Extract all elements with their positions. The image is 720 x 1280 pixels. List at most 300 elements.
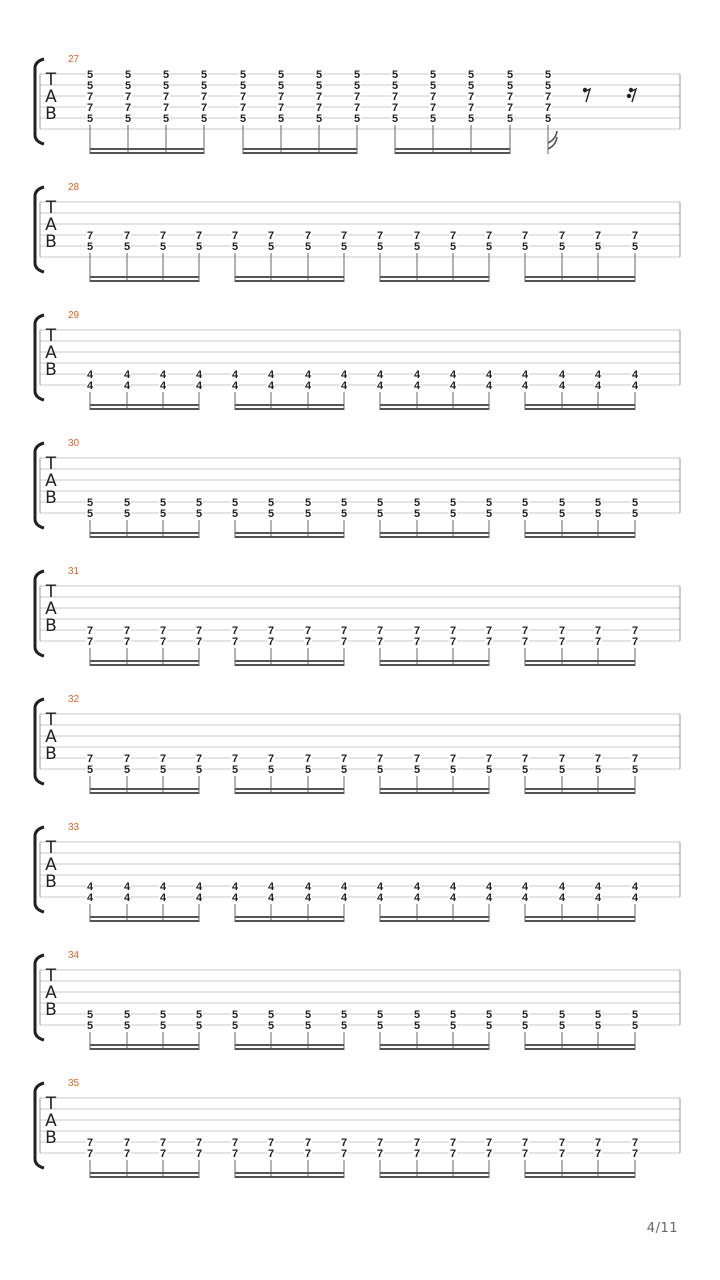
beam-secondary	[90, 664, 199, 666]
fret-number: 5	[340, 497, 348, 509]
fret-number: 7	[123, 636, 131, 648]
beam-primary	[525, 660, 635, 662]
fret-number: 5	[200, 113, 208, 125]
beam-primary	[525, 916, 635, 918]
fret-number: 4	[231, 369, 239, 381]
beam-secondary	[235, 920, 344, 922]
tab-clef-b: B	[45, 744, 57, 764]
beam-secondary	[380, 408, 489, 410]
fret-number: 4	[86, 369, 94, 381]
fret-number: 7	[449, 636, 457, 648]
beam-primary	[525, 404, 635, 406]
fret-number: 7	[315, 91, 323, 103]
beam-secondary	[90, 280, 199, 282]
beam-secondary	[235, 792, 344, 794]
fret-number: 4	[340, 892, 348, 904]
fret-number: 5	[159, 508, 167, 520]
tab-clef-a: A	[45, 215, 57, 235]
fret-number: 7	[315, 102, 323, 114]
fret-number: 4	[159, 380, 167, 392]
fret-number: 5	[429, 80, 437, 92]
fret-number: 5	[124, 69, 132, 81]
fret-number: 4	[594, 380, 602, 392]
beam-secondary	[235, 280, 344, 282]
beam-secondary	[525, 792, 635, 794]
beam-secondary	[380, 280, 489, 282]
fret-number: 5	[594, 764, 602, 776]
beam-primary	[380, 276, 489, 278]
tab-system	[35, 1078, 680, 1178]
fret-number: 5	[195, 241, 203, 253]
fret-number: 5	[376, 764, 384, 776]
fret-number: 7	[467, 91, 475, 103]
fret-number: 4	[159, 881, 167, 893]
beam-primary	[90, 404, 199, 406]
fret-number: 4	[558, 892, 566, 904]
fret-number: 4	[231, 380, 239, 392]
fret-number: 4	[631, 369, 639, 381]
fret-number: 5	[231, 764, 239, 776]
fret-number: 5	[449, 241, 457, 253]
fret-number: 7	[277, 102, 285, 114]
fret-number: 7	[267, 1137, 275, 1149]
beam-primary	[395, 148, 510, 150]
fret-number: 5	[195, 508, 203, 520]
fret-number: 7	[195, 230, 203, 242]
tab-clef-t: T	[45, 454, 57, 474]
fret-number: 7	[376, 753, 384, 765]
tab-system	[35, 694, 680, 794]
fret-number: 7	[429, 102, 437, 114]
tab-clef-a: A	[45, 599, 57, 619]
fret-number: 7	[86, 1148, 94, 1160]
tab-clef-t: T	[45, 326, 57, 346]
fret-number: 4	[594, 881, 602, 893]
fret-number: 7	[304, 230, 312, 242]
fret-number: 7	[123, 230, 131, 242]
fret-number: 7	[200, 102, 208, 114]
beam-secondary	[90, 920, 199, 922]
fret-number: 5	[449, 764, 457, 776]
fret-number: 7	[631, 625, 639, 637]
fret-number: 7	[123, 1137, 131, 1149]
beam-secondary	[525, 408, 635, 410]
fret-number: 5	[315, 69, 323, 81]
fret-number: 5	[521, 764, 529, 776]
fret-number: 7	[521, 1137, 529, 1149]
fret-number: 4	[521, 881, 529, 893]
fret-number: 5	[315, 80, 323, 92]
beam-primary	[235, 1044, 344, 1046]
beam-primary	[380, 532, 489, 534]
fret-number: 7	[86, 102, 94, 114]
fret-number: 5	[429, 113, 437, 125]
fret-number: 7	[267, 230, 275, 242]
fret-number: 7	[123, 753, 131, 765]
fret-number: 5	[123, 764, 131, 776]
fret-number: 4	[267, 380, 275, 392]
beam-primary	[380, 788, 489, 790]
fret-number: 7	[521, 230, 529, 242]
fret-number: 5	[86, 241, 94, 253]
fret-number: 7	[340, 1137, 348, 1149]
beam-secondary	[525, 920, 635, 922]
tab-system	[35, 950, 680, 1050]
fret-number: 7	[558, 1137, 566, 1149]
fret-number: 4	[449, 380, 457, 392]
fret-number: 7	[521, 753, 529, 765]
fret-number: 5	[376, 241, 384, 253]
beam-secondary	[235, 536, 344, 538]
fret-number: 5	[485, 1009, 493, 1021]
fret-number: 5	[558, 241, 566, 253]
fret-number: 5	[159, 1020, 167, 1032]
beam-secondary	[395, 152, 510, 154]
fret-number: 4	[123, 369, 131, 381]
fret-number: 4	[123, 892, 131, 904]
fret-number: 5	[86, 1020, 94, 1032]
fret-number: 5	[376, 497, 384, 509]
measure-number: 33	[68, 822, 80, 833]
fret-number: 5	[391, 69, 399, 81]
fret-number: 5	[594, 241, 602, 253]
fret-number: 7	[267, 1148, 275, 1160]
fret-number: 5	[558, 508, 566, 520]
fret-number: 7	[506, 91, 514, 103]
fret-number: 5	[353, 69, 361, 81]
fret-number: 5	[195, 764, 203, 776]
fret-number: 7	[86, 230, 94, 242]
fret-number: 7	[159, 636, 167, 648]
fret-number: 5	[429, 69, 437, 81]
fret-number: 7	[195, 636, 203, 648]
beam-secondary	[90, 1048, 199, 1050]
fret-number: 7	[391, 91, 399, 103]
fret-number: 5	[304, 1009, 312, 1021]
fret-number: 7	[631, 753, 639, 765]
fret-number: 5	[304, 1020, 312, 1032]
tab-clef-b: B	[45, 616, 57, 636]
fret-number: 4	[304, 892, 312, 904]
fret-number: 5	[631, 764, 639, 776]
fret-number: 7	[485, 230, 493, 242]
tab-clef-b: B	[45, 360, 57, 380]
fret-number: 4	[449, 892, 457, 904]
tab-clef-a: A	[45, 343, 57, 363]
fret-number: 5	[631, 497, 639, 509]
tab-system	[35, 182, 680, 282]
fret-number: 7	[231, 625, 239, 637]
measure-number: 31	[68, 566, 80, 577]
fret-number: 5	[124, 80, 132, 92]
fret-number: 5	[594, 1020, 602, 1032]
fret-number: 7	[413, 230, 421, 242]
fret-number: 7	[239, 102, 247, 114]
fret-number: 7	[429, 91, 437, 103]
fret-number: 5	[340, 1020, 348, 1032]
fret-number: 4	[449, 881, 457, 893]
fret-number: 4	[521, 380, 529, 392]
fret-number: 7	[195, 625, 203, 637]
fret-number: 5	[124, 113, 132, 125]
fret-number: 5	[123, 1009, 131, 1021]
tab-system	[35, 438, 680, 538]
fret-number: 5	[340, 1009, 348, 1021]
tab-clef-t: T	[45, 966, 57, 986]
fret-number: 5	[467, 80, 475, 92]
fret-number: 4	[558, 380, 566, 392]
fret-number: 4	[376, 380, 384, 392]
fret-number: 7	[304, 625, 312, 637]
fret-number: 4	[340, 881, 348, 893]
tab-clef-b: B	[45, 232, 57, 252]
fret-number: 4	[159, 369, 167, 381]
fret-number: 5	[123, 497, 131, 509]
fret-number: 5	[485, 241, 493, 253]
tab-clef-b: B	[45, 1128, 57, 1148]
beam-secondary	[380, 536, 489, 538]
tab-clef-a: A	[45, 855, 57, 875]
fret-number: 7	[195, 1148, 203, 1160]
fret-number: 4	[195, 881, 203, 893]
fret-number: 5	[239, 69, 247, 81]
fret-number: 5	[86, 508, 94, 520]
beam-primary	[380, 1172, 489, 1174]
fret-number: 5	[449, 1009, 457, 1021]
fret-number: 5	[631, 1020, 639, 1032]
fret-number: 5	[231, 1009, 239, 1021]
fret-number: 5	[558, 497, 566, 509]
fret-number: 4	[376, 892, 384, 904]
fret-number: 5	[239, 80, 247, 92]
fret-number: 5	[86, 764, 94, 776]
fret-number: 7	[124, 102, 132, 114]
beam-primary	[380, 916, 489, 918]
fret-number: 5	[449, 508, 457, 520]
fret-number: 5	[467, 113, 475, 125]
beam-primary	[243, 148, 357, 150]
fret-number: 7	[123, 625, 131, 637]
tab-clef-t: T	[45, 710, 57, 730]
fret-number: 7	[449, 1137, 457, 1149]
tab-clef-t: T	[45, 1094, 57, 1114]
beam-secondary	[380, 792, 489, 794]
fret-number: 7	[558, 753, 566, 765]
fret-number: 5	[485, 1020, 493, 1032]
fret-number: 4	[86, 892, 94, 904]
fret-number: 7	[376, 230, 384, 242]
fret-number: 7	[86, 636, 94, 648]
beam-secondary	[90, 152, 204, 154]
fret-number: 7	[340, 1148, 348, 1160]
beam-primary	[235, 1172, 344, 1174]
fret-number: 5	[231, 241, 239, 253]
tab-system	[35, 822, 680, 922]
eighth-rest	[583, 88, 590, 102]
fret-number: 7	[449, 1148, 457, 1160]
fret-number: 4	[267, 881, 275, 893]
fret-number: 5	[123, 1020, 131, 1032]
fret-number: 7	[162, 91, 170, 103]
fret-number: 7	[594, 636, 602, 648]
fret-number: 7	[195, 753, 203, 765]
fret-number: 5	[521, 241, 529, 253]
beam-secondary	[235, 1048, 344, 1050]
beam-secondary	[90, 792, 199, 794]
fret-number: 7	[521, 636, 529, 648]
tab-clef-a: A	[45, 87, 57, 107]
fret-number: 7	[376, 1148, 384, 1160]
fret-number: 7	[376, 636, 384, 648]
fret-number: 4	[413, 380, 421, 392]
fret-number: 5	[162, 69, 170, 81]
fret-number: 4	[123, 881, 131, 893]
fret-number: 5	[277, 113, 285, 125]
fret-number: 7	[200, 91, 208, 103]
fret-number: 5	[86, 69, 94, 81]
fret-number: 7	[340, 230, 348, 242]
fret-number: 4	[231, 892, 239, 904]
fret-number: 7	[231, 1148, 239, 1160]
fret-number: 7	[124, 91, 132, 103]
fret-number: 7	[231, 636, 239, 648]
fret-number: 4	[376, 369, 384, 381]
fret-number: 7	[340, 753, 348, 765]
fret-number: 4	[449, 369, 457, 381]
fret-number: 7	[86, 753, 94, 765]
fret-number: 5	[304, 497, 312, 509]
fret-number: 7	[159, 753, 167, 765]
fret-number: 5	[544, 113, 552, 125]
fret-number: 4	[558, 881, 566, 893]
fret-number: 5	[413, 497, 421, 509]
beam-primary	[90, 1172, 199, 1174]
beam-secondary	[235, 664, 344, 666]
sixteenth-rest-dot2	[627, 94, 631, 98]
fret-number: 5	[267, 1009, 275, 1021]
fret-number: 5	[413, 508, 421, 520]
fret-number: 5	[239, 113, 247, 125]
fret-number: 5	[195, 1009, 203, 1021]
fret-number: 7	[467, 102, 475, 114]
fret-number: 7	[267, 753, 275, 765]
tab-clef-a: A	[45, 983, 57, 1003]
fret-number: 5	[195, 1020, 203, 1032]
fret-number: 5	[631, 241, 639, 253]
fret-number: 5	[376, 1009, 384, 1021]
fret-number: 7	[376, 1137, 384, 1149]
fret-number: 7	[123, 1148, 131, 1160]
fret-number: 7	[506, 102, 514, 114]
tab-clef-b: B	[45, 1000, 57, 1020]
fret-number: 7	[631, 636, 639, 648]
fret-number: 4	[340, 380, 348, 392]
beam-primary	[235, 404, 344, 406]
fret-number: 5	[159, 764, 167, 776]
measure-number: 29	[68, 310, 80, 321]
fret-number: 5	[631, 1009, 639, 1021]
fret-number: 5	[449, 497, 457, 509]
fret-number: 7	[277, 91, 285, 103]
fret-number: 5	[506, 69, 514, 81]
fret-number: 4	[231, 881, 239, 893]
fret-number: 7	[544, 91, 552, 103]
fret-number: 5	[277, 80, 285, 92]
fret-number: 5	[86, 113, 94, 125]
fret-number: 5	[376, 1020, 384, 1032]
fret-number: 7	[413, 1137, 421, 1149]
fret-number: 4	[195, 380, 203, 392]
fret-number: 5	[162, 80, 170, 92]
tab-clef-t: T	[45, 582, 57, 602]
fret-number: 5	[413, 764, 421, 776]
fret-number: 5	[631, 508, 639, 520]
beam-primary	[525, 276, 635, 278]
fret-number: 7	[340, 636, 348, 648]
fret-number: 5	[86, 80, 94, 92]
fret-number: 7	[159, 625, 167, 637]
fret-number: 5	[391, 80, 399, 92]
beam-secondary	[525, 664, 635, 666]
fret-number: 7	[304, 1137, 312, 1149]
beam-primary	[90, 660, 199, 662]
beam-secondary	[380, 1176, 489, 1178]
page-number: 4/11	[646, 1221, 678, 1236]
fret-number: 5	[315, 113, 323, 125]
fret-number: 4	[195, 892, 203, 904]
tab-clef-a: A	[45, 727, 57, 747]
fret-number: 7	[594, 230, 602, 242]
fret-number: 5	[594, 1009, 602, 1021]
fret-number: 5	[353, 80, 361, 92]
fret-number: 7	[521, 1148, 529, 1160]
beam-secondary	[380, 920, 489, 922]
fret-number: 5	[485, 497, 493, 509]
fret-number: 7	[391, 102, 399, 114]
fret-number: 7	[159, 1148, 167, 1160]
fret-number: 5	[340, 241, 348, 253]
fret-number: 7	[413, 753, 421, 765]
fret-number: 5	[594, 497, 602, 509]
fret-number: 4	[594, 369, 602, 381]
beam-primary	[90, 1044, 199, 1046]
beam-primary	[525, 532, 635, 534]
fret-number: 4	[304, 881, 312, 893]
fret-number: 5	[231, 508, 239, 520]
fret-number: 5	[506, 113, 514, 125]
fret-number: 7	[631, 1148, 639, 1160]
beam-primary	[235, 660, 344, 662]
fret-number: 7	[159, 230, 167, 242]
fret-number: 5	[86, 497, 94, 509]
fret-number: 5	[162, 113, 170, 125]
measure-number: 32	[68, 694, 80, 705]
beam-primary	[235, 916, 344, 918]
fret-number: 5	[340, 508, 348, 520]
fret-number: 7	[239, 91, 247, 103]
fret-number: 5	[558, 1009, 566, 1021]
beam-primary	[380, 404, 489, 406]
fret-number: 4	[123, 380, 131, 392]
fret-number: 5	[159, 1009, 167, 1021]
fret-number: 5	[413, 241, 421, 253]
fret-number: 4	[485, 881, 493, 893]
fret-number: 7	[558, 625, 566, 637]
fret-number: 4	[376, 881, 384, 893]
beam-primary	[235, 276, 344, 278]
fret-number: 7	[267, 625, 275, 637]
beam-secondary	[90, 1176, 199, 1178]
